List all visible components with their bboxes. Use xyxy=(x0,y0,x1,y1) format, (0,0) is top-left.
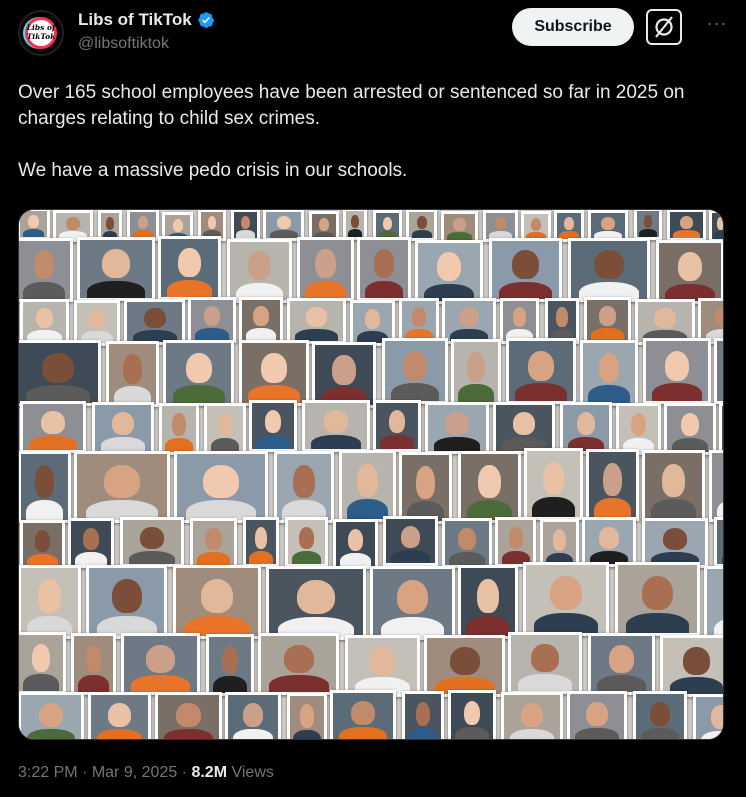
collage-photo xyxy=(402,691,444,740)
more-icon[interactable]: ··· xyxy=(706,13,728,33)
collage-photo xyxy=(567,691,627,740)
views-count[interactable]: 8.2M xyxy=(191,764,228,781)
collage-photo xyxy=(225,692,281,740)
collage-photo xyxy=(18,565,81,639)
collage-photo xyxy=(448,690,496,740)
collage-photo xyxy=(693,694,724,740)
collage-photo xyxy=(560,402,612,454)
collage-photo xyxy=(489,238,562,302)
post-paragraph: Over 165 school employees have been arrested or sentenced so far in 2025 on charges relating to child sex crimes. xyxy=(18,82,685,129)
collage-photo xyxy=(709,210,724,242)
post-image[interactable] xyxy=(18,209,724,740)
collage-photo xyxy=(382,338,448,404)
collage-photo xyxy=(258,633,339,695)
collage-photo xyxy=(163,340,234,406)
collage-photo xyxy=(173,565,261,639)
collage-photo xyxy=(493,402,555,454)
avatar-logo-text: Libs of TikTok xyxy=(26,23,56,41)
collage-photo xyxy=(227,239,292,303)
collage-photo xyxy=(451,339,501,405)
collage-photo xyxy=(616,403,661,455)
collage-photo xyxy=(383,516,438,566)
collage-photo xyxy=(159,403,199,455)
collage-photo xyxy=(302,400,370,452)
collage-photo xyxy=(588,633,655,695)
collage-photo xyxy=(667,209,706,241)
collage-photo xyxy=(243,517,279,567)
mugshot-collage xyxy=(19,210,723,739)
collage-photo xyxy=(442,518,492,568)
post-meta xyxy=(18,764,274,782)
collage-photo xyxy=(20,299,69,345)
collage-photo xyxy=(206,634,254,696)
collage-photo xyxy=(442,298,496,344)
collage-photo xyxy=(643,338,711,404)
collage-photo xyxy=(415,240,483,304)
collage-photo xyxy=(18,340,101,406)
collage-photo xyxy=(287,693,327,740)
collage-photo xyxy=(642,450,705,522)
collage-photo xyxy=(18,238,73,302)
collage-photo xyxy=(190,518,237,568)
handle[interactable]: @libsoftiktok xyxy=(78,35,169,52)
collage-photo xyxy=(660,635,724,697)
collage-photo xyxy=(714,338,724,404)
collage-photo xyxy=(656,240,724,304)
collage-photo xyxy=(174,451,268,523)
collage-photo xyxy=(74,451,170,523)
collage-photo xyxy=(274,451,334,523)
collage-photo xyxy=(633,691,687,740)
collage-photo xyxy=(586,449,639,521)
collage-photo xyxy=(330,690,396,740)
collage-photo xyxy=(458,565,518,639)
collage-photo xyxy=(249,400,297,452)
collage-photo xyxy=(345,635,420,697)
post-time[interactable]: 3:22 PM xyxy=(18,764,78,781)
collage-photo xyxy=(77,237,155,301)
collage-photo xyxy=(287,298,346,344)
collage-photo xyxy=(399,452,452,524)
avatar[interactable] xyxy=(18,10,64,56)
display-name[interactable]: Libs of TikTok xyxy=(78,10,192,29)
collage-photo xyxy=(373,400,421,452)
meta-separator: · xyxy=(82,764,88,781)
collage-photo xyxy=(204,403,246,455)
collage-photo xyxy=(370,566,455,640)
collage-photo xyxy=(18,451,71,523)
collage-photo xyxy=(709,450,724,522)
collage-photo xyxy=(231,209,260,241)
post-header xyxy=(18,8,732,56)
collage-photo xyxy=(501,692,563,740)
collage-photo xyxy=(357,237,411,301)
collage-photo xyxy=(714,517,724,567)
collage-photo xyxy=(188,297,236,343)
collage-photo xyxy=(615,562,700,636)
collage-photo xyxy=(425,402,489,454)
collage-photo xyxy=(68,518,114,568)
collage-photo xyxy=(124,299,185,345)
collage-photo xyxy=(343,209,367,240)
collage-photo xyxy=(20,520,65,570)
display-name-row xyxy=(78,10,215,30)
collage-photo xyxy=(704,566,724,640)
collage-photo xyxy=(495,517,536,567)
collage-photo xyxy=(642,518,708,568)
collage-photo xyxy=(18,209,50,240)
post-paragraph: We have a massive pedo crisis in our schools. xyxy=(18,160,408,181)
collage-photo xyxy=(239,297,283,343)
collage-photo xyxy=(339,450,396,522)
collage-photo xyxy=(297,237,354,301)
collage-photo xyxy=(86,565,167,639)
subscribe-button[interactable]: Subscribe xyxy=(512,8,634,46)
account-names xyxy=(78,10,215,53)
collage-photo xyxy=(719,403,724,455)
collage-photo xyxy=(580,340,638,406)
collage-photo xyxy=(524,448,583,520)
collage-photo xyxy=(120,517,184,567)
collage-photo xyxy=(333,519,378,569)
collage-photo xyxy=(584,297,631,343)
collage-photo xyxy=(424,635,505,697)
collage-photo xyxy=(106,341,159,407)
post-date[interactable]: Mar 9, 2025 xyxy=(91,764,178,781)
collage-photo xyxy=(158,236,221,300)
collage-photo xyxy=(239,340,309,406)
collage-photo xyxy=(20,401,86,453)
collage-photo xyxy=(664,403,716,455)
collage-photo xyxy=(71,633,116,695)
collage-photo xyxy=(582,517,636,567)
collage-photo xyxy=(285,517,328,567)
verified-badge-icon[interactable] xyxy=(197,11,215,29)
grok-icon[interactable] xyxy=(646,9,682,45)
collage-photo xyxy=(155,692,222,740)
collage-photo xyxy=(18,692,84,740)
collage-photo xyxy=(568,238,650,302)
collage-photo xyxy=(18,632,66,694)
collage-photo xyxy=(634,209,662,240)
views-label: Views xyxy=(231,764,274,781)
collage-photo xyxy=(312,342,376,408)
collage-photo xyxy=(523,562,609,636)
collage-photo xyxy=(121,633,200,695)
meta-separator: · xyxy=(181,764,187,781)
collage-photo xyxy=(92,402,154,454)
collage-photo xyxy=(88,692,151,740)
collage-photo xyxy=(458,451,521,523)
collage-photo xyxy=(508,632,582,694)
collage-photo xyxy=(266,566,366,640)
collage-photo xyxy=(506,338,576,404)
post-text xyxy=(18,80,730,210)
collage-photo xyxy=(441,211,478,243)
